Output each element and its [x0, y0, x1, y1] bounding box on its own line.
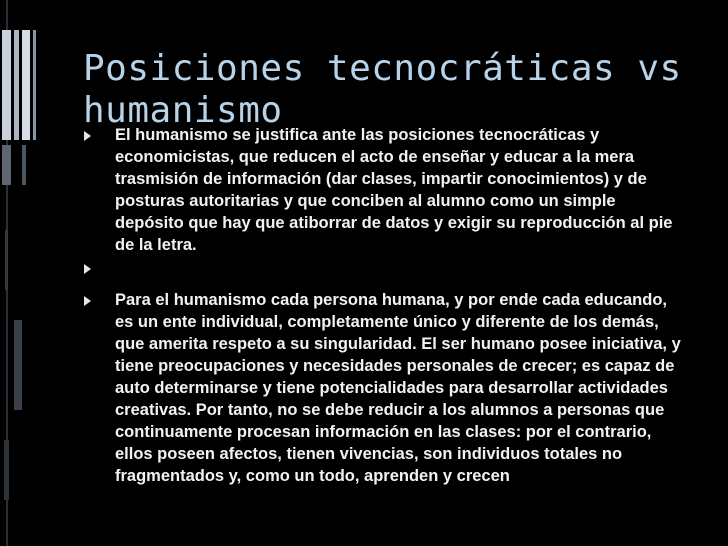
bullet-triangle-icon — [84, 131, 91, 141]
bullet-item — [84, 257, 684, 279]
bullet-triangle-icon — [84, 264, 91, 274]
decorative-stripes — [0, 0, 60, 546]
slide-title: Posiciones tecnocráticas vs humanismo — [83, 48, 704, 131]
bullet-triangle-icon — [84, 296, 91, 306]
bullet-text: Para el humanismo cada persona humana, y por ende cada educando, es un ente individual, completamente único y diferente de los demás, que amerita respeto a su singularidad. El ser humano posee iniciativa, y tiene preocupaciones y necesidades personales de crecer; es capaz de auto determinarse y tiene potencialidades para desarrollar actividades creativas. Por tanto, no se debe reducir a los alumnos a personas que continuamente procesan información en las clases: por el contrario, ellos poseen afectos, tienen vivencias, son individuos totales no fragmentados y, como un todo, aprenden y crecen — [115, 291, 681, 485]
bullet-item — [84, 289, 684, 487]
bullet-list — [84, 124, 684, 488]
bullet-text: El humanismo se justifica ante las posiciones tecnocráticas y economicistas, que reducen el acto de enseñar y educar a la mera trasmisión de información (dar clases, impartir conocimientos) y de posturas autoritarias y que conciben al alumno como un simple depósito que hay que atiborrar de datos y exigir su reproducción al pie de la letra. — [115, 126, 673, 254]
bullet-item — [84, 124, 684, 256]
